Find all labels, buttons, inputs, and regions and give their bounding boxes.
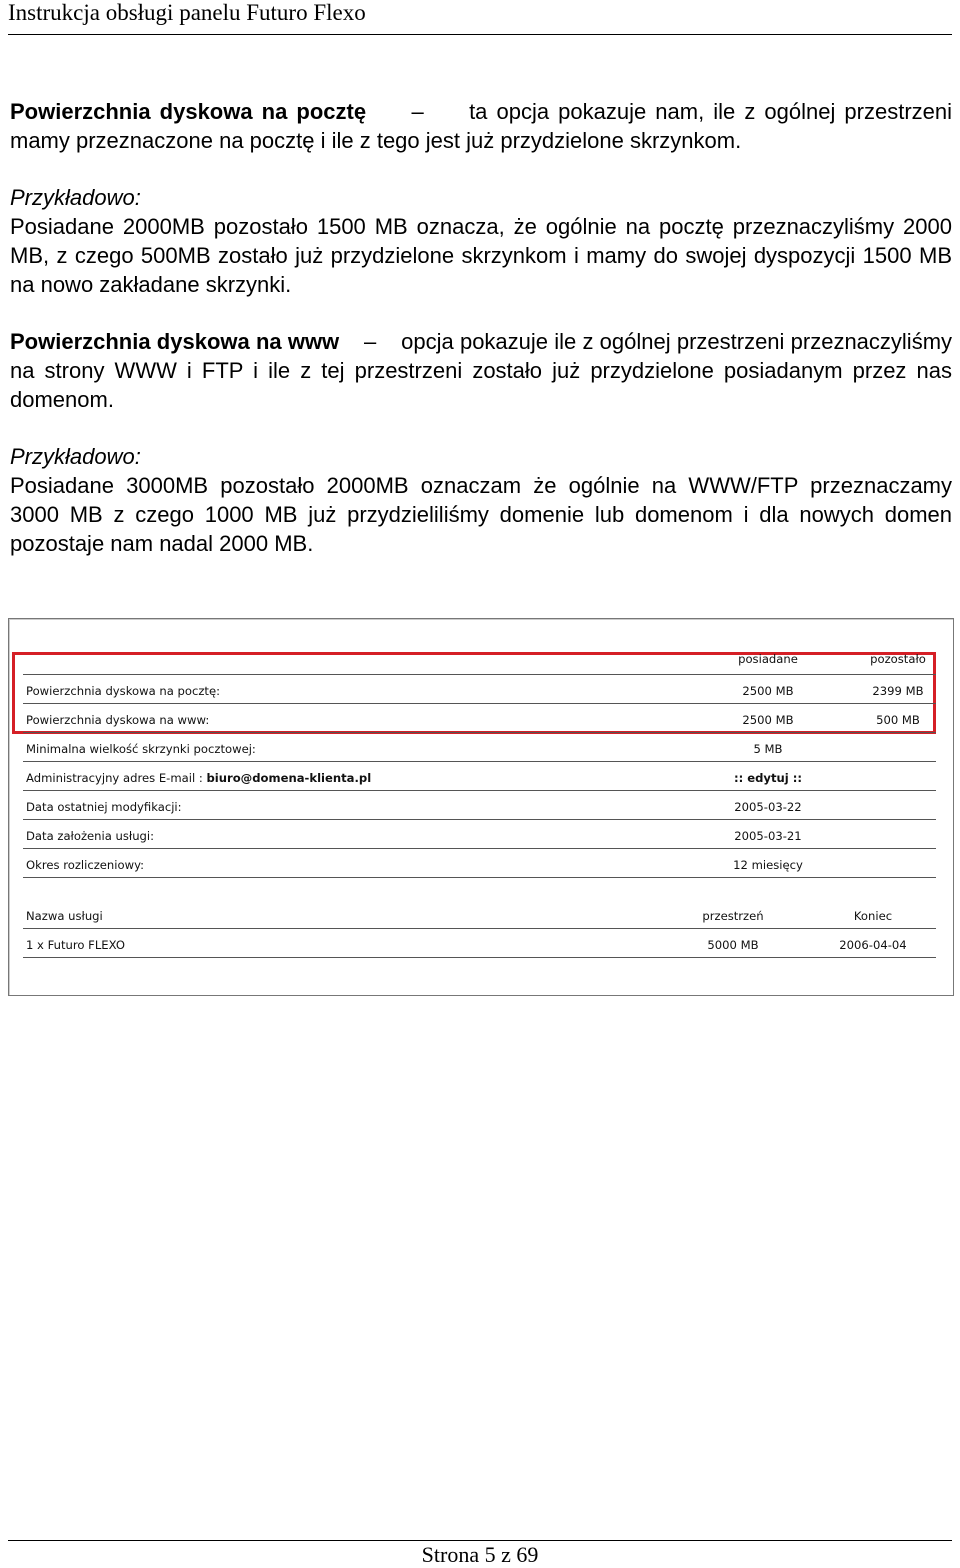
row-value: 2005-03-22 — [734, 800, 802, 814]
page-header — [8, 0, 952, 35]
service-name: 1 x Futuro FLEXO — [26, 938, 125, 952]
admin-email-label: Administracyjny adres E-mail : — [26, 771, 203, 785]
panel-table — [12, 649, 937, 958]
mail-space-heading: Powierzchnia dyskowa na pocztę — [10, 99, 367, 124]
table-row — [23, 849, 936, 878]
row-value: 2005-03-21 — [734, 829, 802, 843]
www-example-text: Posiadane 3000MB pozostało 2000MB oznaczam że ogólnie na WWW/FTP przeznaczamy 3000 MB z czego 1000 MB już przydzieliliśmy domenie lub domenom i dla nowych domen pozostaje nam nadal 2000 MB. — [10, 473, 952, 556]
table-row — [23, 762, 936, 791]
paragraph-www-space — [10, 327, 952, 414]
col-header-pozostalo: pozostało — [870, 652, 926, 666]
example-label: Przykładowo: — [10, 185, 141, 210]
services-col-end: Koniec — [853, 909, 893, 923]
dash: – — [411, 99, 424, 124]
services-header-row — [23, 900, 936, 929]
table-row — [23, 704, 936, 733]
www-space-heading: Powierzchnia dyskowa na www — [10, 329, 340, 354]
example-label: Przykładowo: — [10, 444, 141, 469]
row-value-posiadane: 2500 MB — [742, 713, 794, 727]
page-number: Strona 5 z 69 — [421, 1542, 539, 1567]
table-row — [23, 675, 936, 704]
paragraph-mail-example — [10, 183, 952, 299]
document-body — [10, 97, 952, 558]
services-row — [23, 929, 936, 958]
row-label: Data ostatniej modyfikacji: — [26, 800, 182, 814]
page-footer — [0, 1542, 960, 1568]
table-gap — [12, 878, 937, 900]
row-value-pozostalo: 2399 MB — [872, 684, 924, 698]
services-col-space: przestrzeń — [702, 909, 764, 923]
row-label: Powierzchnia dyskowa na pocztę: — [26, 684, 221, 698]
admin-email-value: biuro@domena-klienta.pl — [206, 771, 372, 785]
dash: – — [364, 329, 377, 354]
paragraph-www-example — [10, 442, 952, 558]
service-space: 5000 MB — [707, 938, 759, 952]
table-row — [23, 733, 936, 762]
col-header-posiadane: posiadane — [738, 652, 798, 666]
mail-space-text: ta opcja pokazuje nam, ile z ogólnej przestrzeni mamy przeznaczone na pocztę i ile z tego jest już przydzielone skrzynkom. — [10, 99, 953, 153]
table-header-row — [23, 644, 936, 675]
row-value-posiadane: 2500 MB — [742, 684, 794, 698]
service-end: 2006-04-04 — [839, 938, 907, 952]
row-value-pozostalo: 500 MB — [876, 713, 920, 727]
paragraph-mail-space — [10, 97, 952, 155]
table-row — [23, 820, 936, 849]
row-label: Powierzchnia dyskowa na www: — [26, 713, 210, 727]
row-label — [26, 771, 371, 785]
footer-divider — [8, 1540, 952, 1541]
row-label: Data założenia usługi: — [26, 829, 155, 843]
account-panel-screenshot — [8, 618, 954, 996]
document-title: Instrukcja obsługi panelu Futuro Flexo — [8, 0, 366, 25]
services-col-name: Nazwa usługi — [26, 909, 103, 923]
row-value: 5 MB — [753, 742, 783, 756]
table-row — [23, 791, 936, 820]
mail-example-text: Posiadane 2000MB pozostało 1500 MB oznacza, że ogólnie na pocztę przeznaczyliśmy 2000 MB, z czego 500MB zostało już przydzielone skrzynkom i mamy do swojej dyspozycji 1500 MB na nowo zakładane skrzynki. — [10, 214, 952, 297]
edit-email-link[interactable]: :: edytuj :: — [733, 771, 803, 785]
row-label: Minimalna wielkość skrzynki pocztowej: — [26, 742, 256, 756]
row-label: Okres rozliczeniowy: — [26, 858, 145, 872]
www-space-text: opcja pokazuje ile z ogólnej przestrzeni przeznaczyliśmy na strony WWW i FTP i ile z tej przestrzeni zostało już przydzielone posiadanym przez nas domenom. — [10, 329, 953, 412]
row-value: 12 miesięcy — [733, 858, 803, 872]
